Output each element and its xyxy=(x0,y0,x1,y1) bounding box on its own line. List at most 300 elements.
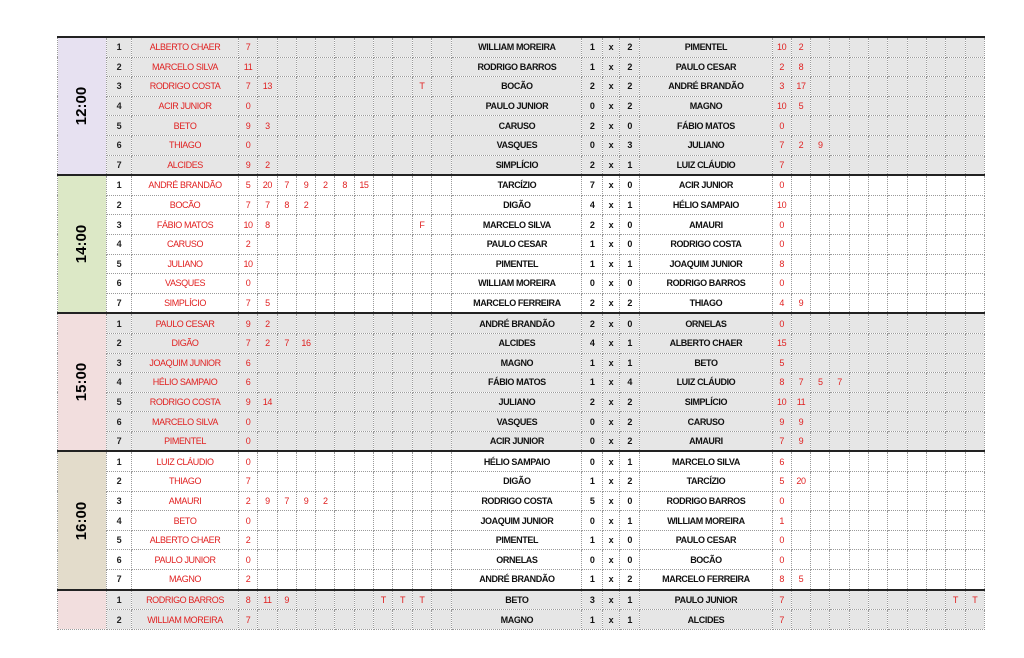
red-player-score xyxy=(393,254,412,274)
red-player-score xyxy=(335,610,354,630)
red-player-score xyxy=(432,530,452,550)
red-player-score xyxy=(354,116,373,136)
time-slot-text: 15:00 xyxy=(72,363,90,402)
red-player-score xyxy=(354,333,373,353)
table-row xyxy=(58,135,985,155)
right-player-score xyxy=(907,57,926,77)
right-player-score xyxy=(811,96,830,116)
red-player-score xyxy=(412,195,431,215)
red-player-score xyxy=(335,570,354,590)
right-player-name: PAULO CESAR xyxy=(640,530,772,550)
red-player-score xyxy=(296,451,315,471)
right-player-score xyxy=(830,472,849,492)
right-player-score xyxy=(965,353,984,373)
right-player-score: 7 xyxy=(830,373,849,393)
game-number: 5 xyxy=(106,116,131,136)
right-player-score xyxy=(811,511,830,531)
right-player-score xyxy=(811,353,830,373)
opponent-name: MAGNO xyxy=(452,353,582,373)
red-player-score xyxy=(296,274,315,294)
right-player-score: 9 xyxy=(791,412,810,432)
red-player-score xyxy=(354,313,373,333)
right-player-name: RODRIGO BARROS xyxy=(640,491,772,511)
right-player-score xyxy=(946,37,965,57)
red-player-score xyxy=(335,472,354,492)
red-player-score xyxy=(393,274,412,294)
right-player-score: 8 xyxy=(791,57,810,77)
game-number: 4 xyxy=(106,96,131,116)
right-player-score xyxy=(791,254,810,274)
red-player-score xyxy=(354,431,373,451)
red-player-score xyxy=(296,215,315,235)
right-player-score xyxy=(965,491,984,511)
game-number: 6 xyxy=(106,135,131,155)
right-player-score xyxy=(830,155,849,175)
red-player-score xyxy=(412,254,431,274)
red-player-score xyxy=(258,353,277,373)
red-player-score xyxy=(258,274,277,294)
right-player-score xyxy=(849,77,868,97)
red-player-score xyxy=(374,234,393,254)
right-player-score xyxy=(888,234,907,254)
right-player-score xyxy=(830,175,849,195)
right-player-score xyxy=(888,293,907,313)
right-player-name: ORNELAS xyxy=(640,313,772,333)
red-player-score xyxy=(335,451,354,471)
red-player-score xyxy=(432,77,452,97)
right-player-score: 15 xyxy=(772,333,791,353)
right-player-name: PAULO CESAR xyxy=(640,57,772,77)
red-player-score: 7 xyxy=(277,175,296,195)
red-player-name: LUIZ CLÁUDIO xyxy=(132,451,239,471)
red-player-score xyxy=(316,431,335,451)
red-player-score xyxy=(296,412,315,432)
red-player-score xyxy=(258,431,277,451)
right-player-score xyxy=(965,57,984,77)
red-player-score xyxy=(432,57,452,77)
right-player-score xyxy=(927,530,946,550)
red-player-score xyxy=(412,472,431,492)
opponent-name: MARCELO SILVA xyxy=(452,215,582,235)
right-player-score xyxy=(791,195,810,215)
right-player-score xyxy=(830,135,849,155)
red-player-score xyxy=(335,274,354,294)
red-player-score xyxy=(412,530,431,550)
right-player-score xyxy=(849,57,868,77)
right-player-score xyxy=(791,116,810,136)
right-player-score: 9 xyxy=(772,412,791,432)
right-player-score xyxy=(849,175,868,195)
right-player-score: 2 xyxy=(791,37,810,57)
right-player-name: FÁBIO MATOS xyxy=(640,116,772,136)
right-player-score xyxy=(849,135,868,155)
red-player-score xyxy=(374,610,393,630)
opponent-name: TARCÍZIO xyxy=(452,175,582,195)
right-player-score xyxy=(927,570,946,590)
right-player-score xyxy=(811,491,830,511)
red-player-score: 7 xyxy=(277,333,296,353)
right-player-score xyxy=(946,254,965,274)
right-player-score: 7 xyxy=(772,590,791,610)
versus-mark: x xyxy=(602,570,619,590)
table-row xyxy=(58,530,985,550)
red-player-score xyxy=(316,195,335,215)
right-player-score xyxy=(791,491,810,511)
red-player-score xyxy=(335,215,354,235)
red-player-score xyxy=(412,37,431,57)
right-player-score: 10 xyxy=(772,96,791,116)
red-player-score xyxy=(277,472,296,492)
right-player-score xyxy=(927,491,946,511)
right-player-score xyxy=(888,472,907,492)
opponent-name: DIGÃO xyxy=(452,195,582,215)
right-player-name: ALBERTO CHAER xyxy=(640,333,772,353)
red-player-name: FÁBIO MATOS xyxy=(132,215,239,235)
red-player-score xyxy=(374,353,393,373)
red-player-score: 2 xyxy=(316,175,335,195)
red-player-score xyxy=(412,373,431,393)
right-player-score xyxy=(927,472,946,492)
right-player-score xyxy=(907,77,926,97)
table-row xyxy=(58,451,985,471)
right-player-score xyxy=(869,610,888,630)
right-player-name: CARUSO xyxy=(640,412,772,432)
table-row xyxy=(58,195,985,215)
goals-right: 0 xyxy=(620,491,640,511)
right-player-name: PAULO JUNIOR xyxy=(640,590,772,610)
right-player-score xyxy=(791,333,810,353)
right-player-score xyxy=(888,195,907,215)
goals-right: 2 xyxy=(620,57,640,77)
table-row xyxy=(58,274,985,294)
red-player-score xyxy=(432,155,452,175)
red-player-score xyxy=(316,77,335,97)
red-player-score: 15 xyxy=(354,175,373,195)
right-player-score xyxy=(965,175,984,195)
red-player-score xyxy=(374,293,393,313)
red-player-score xyxy=(354,373,373,393)
red-player-score xyxy=(258,57,277,77)
red-player-score xyxy=(354,472,373,492)
goals-left: 7 xyxy=(582,175,602,195)
right-player-score xyxy=(869,353,888,373)
red-player-score: 6 xyxy=(238,353,257,373)
red-player-score xyxy=(354,550,373,570)
right-player-score xyxy=(791,313,810,333)
right-player-score: 0 xyxy=(772,491,791,511)
versus-mark: x xyxy=(602,392,619,412)
red-player-score xyxy=(393,195,412,215)
right-player-score xyxy=(927,116,946,136)
game-number: 4 xyxy=(106,373,131,393)
red-player-score xyxy=(316,313,335,333)
right-player-score: 10 xyxy=(772,37,791,57)
red-player-score xyxy=(277,412,296,432)
red-player-score: 0 xyxy=(238,96,257,116)
right-player-score xyxy=(927,451,946,471)
right-player-score xyxy=(946,57,965,77)
table-row xyxy=(58,77,985,97)
right-player-score: 4 xyxy=(772,293,791,313)
right-player-score xyxy=(849,590,868,610)
right-player-score: 9 xyxy=(791,431,810,451)
right-player-score: 7 xyxy=(791,373,810,393)
red-player-name: THIAGO xyxy=(132,135,239,155)
red-player-score xyxy=(316,333,335,353)
right-player-score xyxy=(965,431,984,451)
right-player-score xyxy=(888,610,907,630)
right-player-score xyxy=(888,37,907,57)
red-player-score xyxy=(258,234,277,254)
right-player-score: 0 xyxy=(772,116,791,136)
right-player-score xyxy=(888,77,907,97)
right-player-name: ANDRÉ BRANDÃO xyxy=(640,77,772,97)
right-player-score xyxy=(927,313,946,333)
right-player-score xyxy=(946,373,965,393)
red-player-score xyxy=(316,610,335,630)
game-number: 3 xyxy=(106,353,131,373)
right-player-score xyxy=(965,77,984,97)
right-player-score xyxy=(927,234,946,254)
right-player-score xyxy=(830,116,849,136)
red-player-name: JOAQUIM JUNIOR xyxy=(132,353,239,373)
red-player-score xyxy=(316,215,335,235)
right-player-score: 0 xyxy=(772,550,791,570)
right-player-score xyxy=(907,234,926,254)
right-player-score xyxy=(811,333,830,353)
time-slot-text: 14:00 xyxy=(72,225,90,264)
goals-right: 2 xyxy=(620,472,640,492)
red-player-score xyxy=(393,491,412,511)
red-player-score xyxy=(277,57,296,77)
versus-mark: x xyxy=(602,610,619,630)
red-player-score xyxy=(316,412,335,432)
right-player-score: 7 xyxy=(772,155,791,175)
red-player-score xyxy=(335,234,354,254)
right-player-score xyxy=(927,195,946,215)
right-player-score xyxy=(849,610,868,630)
red-player-score xyxy=(316,234,335,254)
right-player-score xyxy=(811,412,830,432)
red-player-name: MAGNO xyxy=(132,570,239,590)
right-player-score xyxy=(869,472,888,492)
right-player-score xyxy=(869,570,888,590)
red-player-score xyxy=(354,610,373,630)
right-player-score xyxy=(830,392,849,412)
red-player-score xyxy=(412,274,431,294)
red-player-name: DIGÃO xyxy=(132,333,239,353)
red-player-name: JULIANO xyxy=(132,254,239,274)
red-player-score xyxy=(277,234,296,254)
red-player-score xyxy=(432,570,452,590)
right-player-score xyxy=(888,116,907,136)
red-player-score xyxy=(354,491,373,511)
right-player-score: 10 xyxy=(772,195,791,215)
red-player-score xyxy=(296,550,315,570)
right-player-score xyxy=(907,195,926,215)
right-player-score xyxy=(946,274,965,294)
red-player-score: 7 xyxy=(277,491,296,511)
red-player-score xyxy=(277,274,296,294)
red-player-score: 0 xyxy=(238,274,257,294)
right-player-score xyxy=(927,590,946,610)
right-player-score: 0 xyxy=(772,274,791,294)
table-row xyxy=(58,431,985,451)
right-player-score xyxy=(811,77,830,97)
red-player-name: ALCIDES xyxy=(132,155,239,175)
right-player-score xyxy=(888,254,907,274)
schedule-table xyxy=(57,36,985,630)
right-player-score xyxy=(927,175,946,195)
red-player-score xyxy=(258,135,277,155)
red-player-score xyxy=(374,550,393,570)
right-player-score: 8 xyxy=(772,373,791,393)
right-player-score xyxy=(849,530,868,550)
goals-right: 2 xyxy=(620,96,640,116)
right-player-score xyxy=(830,293,849,313)
right-player-score xyxy=(907,570,926,590)
red-player-score xyxy=(393,412,412,432)
red-player-score xyxy=(374,37,393,57)
right-player-score: 0 xyxy=(772,175,791,195)
goals-left: 0 xyxy=(582,274,602,294)
opponent-name: WILLIAM MOREIRA xyxy=(452,37,582,57)
red-player-name: MARCELO SILVA xyxy=(132,57,239,77)
right-player-score xyxy=(907,491,926,511)
game-number: 6 xyxy=(106,550,131,570)
red-player-score: 8 xyxy=(277,195,296,215)
game-number: 7 xyxy=(106,431,131,451)
right-player-score xyxy=(907,412,926,432)
goals-left: 1 xyxy=(582,234,602,254)
red-player-score: 7 xyxy=(238,293,257,313)
goals-left: 2 xyxy=(582,313,602,333)
red-player-score xyxy=(354,530,373,550)
red-player-score xyxy=(393,37,412,57)
time-slot-label xyxy=(58,451,107,589)
time-slot-label xyxy=(58,37,107,175)
red-player-score xyxy=(296,373,315,393)
right-player-score xyxy=(849,570,868,590)
goals-left: 0 xyxy=(582,135,602,155)
red-player-score: T xyxy=(412,77,431,97)
red-player-score xyxy=(296,254,315,274)
right-player-score xyxy=(830,37,849,57)
red-player-score xyxy=(277,353,296,373)
red-player-score xyxy=(316,451,335,471)
right-player-name: MARCELO SILVA xyxy=(640,451,772,471)
right-player-score xyxy=(849,313,868,333)
right-player-score xyxy=(869,392,888,412)
red-player-score xyxy=(432,550,452,570)
right-player-score xyxy=(907,353,926,373)
game-number: 1 xyxy=(106,451,131,471)
red-player-name: ACIR JUNIOR xyxy=(132,96,239,116)
right-player-score xyxy=(869,234,888,254)
goals-right: 2 xyxy=(620,570,640,590)
red-player-score xyxy=(277,135,296,155)
right-player-score: 0 xyxy=(772,215,791,235)
red-player-score xyxy=(393,293,412,313)
red-player-score xyxy=(296,293,315,313)
right-player-score xyxy=(927,431,946,451)
red-player-score xyxy=(393,570,412,590)
right-player-score xyxy=(965,155,984,175)
right-player-score xyxy=(946,135,965,155)
goals-right: 0 xyxy=(620,175,640,195)
right-player-score xyxy=(907,293,926,313)
right-player-score xyxy=(907,175,926,195)
versus-mark: x xyxy=(602,293,619,313)
red-player-score xyxy=(432,392,452,412)
red-player-score xyxy=(374,392,393,412)
game-number: 6 xyxy=(106,274,131,294)
versus-mark: x xyxy=(602,451,619,471)
red-player-score: 13 xyxy=(258,77,277,97)
table-row xyxy=(58,590,985,610)
table-row xyxy=(58,215,985,235)
game-number: 4 xyxy=(106,234,131,254)
right-player-score xyxy=(946,530,965,550)
right-player-score xyxy=(888,215,907,235)
goals-right: 1 xyxy=(620,353,640,373)
opponent-name: DIGÃO xyxy=(452,472,582,492)
goals-left: 2 xyxy=(582,155,602,175)
red-player-score xyxy=(432,96,452,116)
goals-left: 1 xyxy=(582,373,602,393)
right-player-name: WILLIAM MOREIRA xyxy=(640,511,772,531)
opponent-name: HÉLIO SAMPAIO xyxy=(452,451,582,471)
versus-mark: x xyxy=(602,37,619,57)
right-player-score xyxy=(965,195,984,215)
versus-mark: x xyxy=(602,77,619,97)
red-player-score xyxy=(374,96,393,116)
right-player-score xyxy=(946,195,965,215)
right-player-score xyxy=(811,550,830,570)
red-player-score: 8 xyxy=(258,215,277,235)
red-player-score xyxy=(277,215,296,235)
right-player-name: RODRIGO BARROS xyxy=(640,274,772,294)
versus-mark: x xyxy=(602,135,619,155)
red-player-score xyxy=(258,530,277,550)
right-player-score xyxy=(965,37,984,57)
right-player-score xyxy=(965,313,984,333)
red-player-score xyxy=(354,96,373,116)
red-player-score xyxy=(335,590,354,610)
red-player-score xyxy=(374,431,393,451)
red-player-score: 16 xyxy=(296,333,315,353)
opponent-name: VASQUES xyxy=(452,412,582,432)
red-player-score xyxy=(277,254,296,274)
right-player-score: 2 xyxy=(791,135,810,155)
right-player-score xyxy=(811,37,830,57)
right-player-score xyxy=(946,293,965,313)
red-player-score: 9 xyxy=(296,175,315,195)
right-player-score xyxy=(888,373,907,393)
right-player-score xyxy=(946,431,965,451)
right-player-score xyxy=(811,472,830,492)
versus-mark: x xyxy=(602,215,619,235)
right-player-score xyxy=(907,116,926,136)
right-player-score xyxy=(830,77,849,97)
goals-left: 4 xyxy=(582,195,602,215)
goals-left: 1 xyxy=(582,353,602,373)
red-player-score xyxy=(296,96,315,116)
red-player-score xyxy=(432,353,452,373)
goals-left: 1 xyxy=(582,472,602,492)
opponent-name: ACIR JUNIOR xyxy=(452,431,582,451)
right-player-score xyxy=(927,96,946,116)
